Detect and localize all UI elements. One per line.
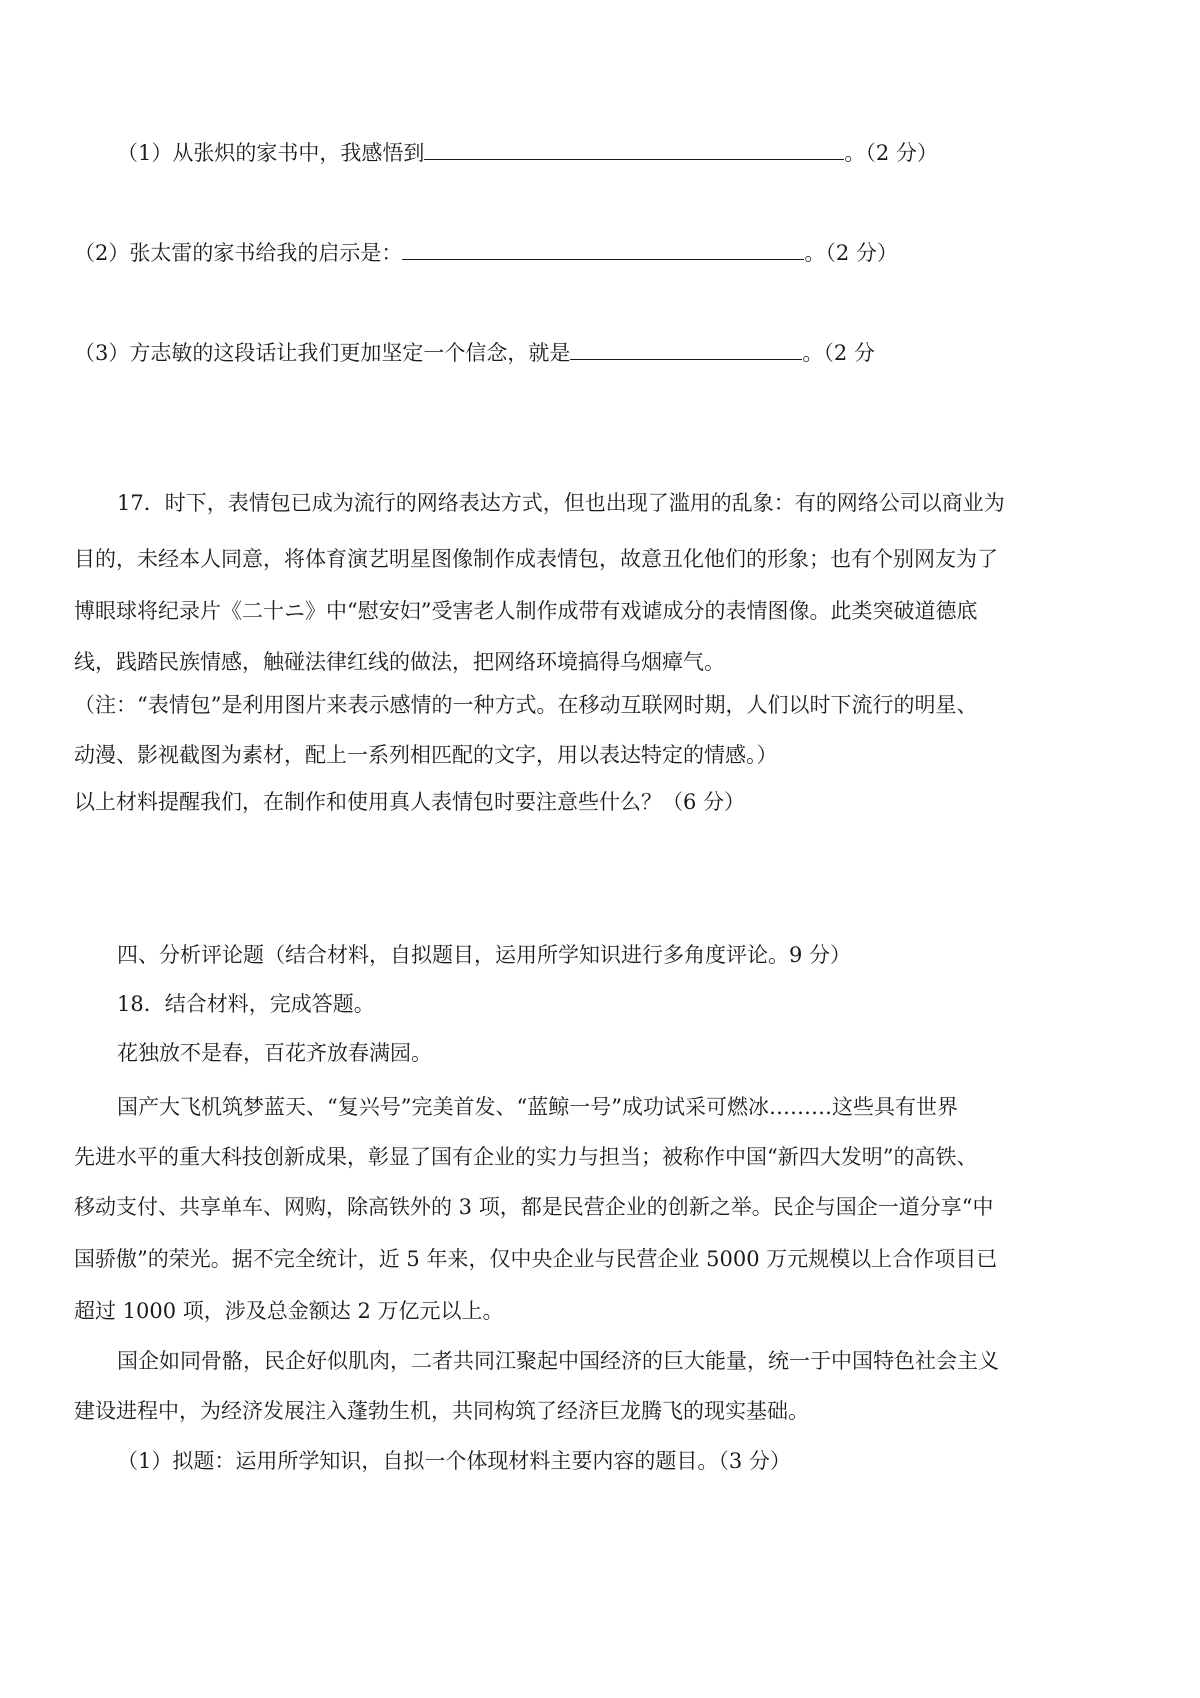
q17-note-line: （注：“表情包”是利用图片来表示感情的一种方式。在移动互联网时期，人们以时下流行的明星、 [74, 693, 978, 717]
q18-para3-line: 建设进程中，为经济发展注入蓬勃生机，共同构筑了经济巨龙腾飞的现实基础。 [74, 1399, 809, 1423]
q17-line: 目的，未经本人同意，将体育演艺明星图像制作成表情包，故意丑化他们的形象；也有个别网友为了 [74, 547, 998, 571]
q18-title: 18．结合材料，完成答题。 [117, 992, 375, 1016]
answer-blank[interactable] [402, 237, 804, 260]
q16-sub2-prefix: （2）张太雷的家书给我的启示是： [74, 241, 403, 265]
q17-note-line: 动漫、影视截图为素材，配上一系列相匹配的文字，用以表达特定的情感。） [74, 743, 778, 767]
q17-line: 17．时下，表情包已成为流行的网络表达方式，但也出现了滥用的乱象：有的网络公司以商业为 [117, 491, 1005, 515]
q18-para2-line: 超过 1000 项，涉及总金额达 2 万亿元以上。 [74, 1299, 504, 1323]
q16-sub2 [74, 237, 898, 267]
section4-heading: 四、分析评论题（结合材料，自拟题目，运用所学知识进行多角度评论。9 分） [117, 943, 852, 967]
q18-sub1: （1）拟题：运用所学知识，自拟一个体现材料主要内容的题目。（3 分） [117, 1449, 791, 1473]
q18-para2-line: 国骄傲”的荣光。据不完全统计，近 5 年来，仅中央企业与民营企业 5000 万元规模以上合作项目已 [74, 1247, 998, 1271]
q18-para1: 花独放不是春，百花齐放春满园。 [117, 1041, 432, 1065]
q16-sub1 [117, 137, 938, 167]
q16-sub1-prefix: （1）从张炽的家书中，我感悟到 [117, 141, 425, 165]
q16-sub3-prefix: （3）方志敏的这段话让我们更加坚定一个信念，就是 [74, 341, 571, 365]
q17-line: 博眼球将纪录片《二十ニ》中“慰安妇”受害老人制作成带有戏谑成分的表情图像。此类突破道德底 [74, 599, 978, 623]
answer-blank[interactable] [424, 137, 844, 160]
q16-sub2-suffix: 。（2 分） [804, 241, 898, 265]
q17-line: 线，践踏民族情感，触碰法律红线的做法，把网络环境搞得乌烟瘴气。 [74, 650, 725, 674]
answer-blank[interactable] [570, 337, 802, 360]
q18-para2-line: 先进水平的重大科技创新成果，彰显了国有企业的实力与担当；被称作中国“新四大发明”的高铁、 [74, 1145, 978, 1169]
q16-sub1-suffix: 。（2 分） [844, 141, 938, 165]
q16-sub3-suffix: 。（2 分 [802, 341, 875, 365]
q17-question: 以上材料提醒我们，在制作和使用真人表情包时要注意些什么？（6 分） [74, 790, 746, 814]
q18-para3-line: 国企如同骨骼，民企好似肌肉，二者共同江聚起中国经济的巨大能量，统一于中国特色社会主义 [117, 1349, 999, 1373]
q18-para2-line: 国产大飞机筑梦蓝天、“复兴号”完美首发、“蓝鲸一号”成功试采可燃冰………这些具有世界 [117, 1095, 958, 1119]
q16-sub3 [74, 337, 875, 367]
q18-para2-line: 移动支付、共享单车、网购，除高铁外的 3 项，都是民营企业的创新之举。民企与国企一道分享“中 [74, 1195, 994, 1219]
